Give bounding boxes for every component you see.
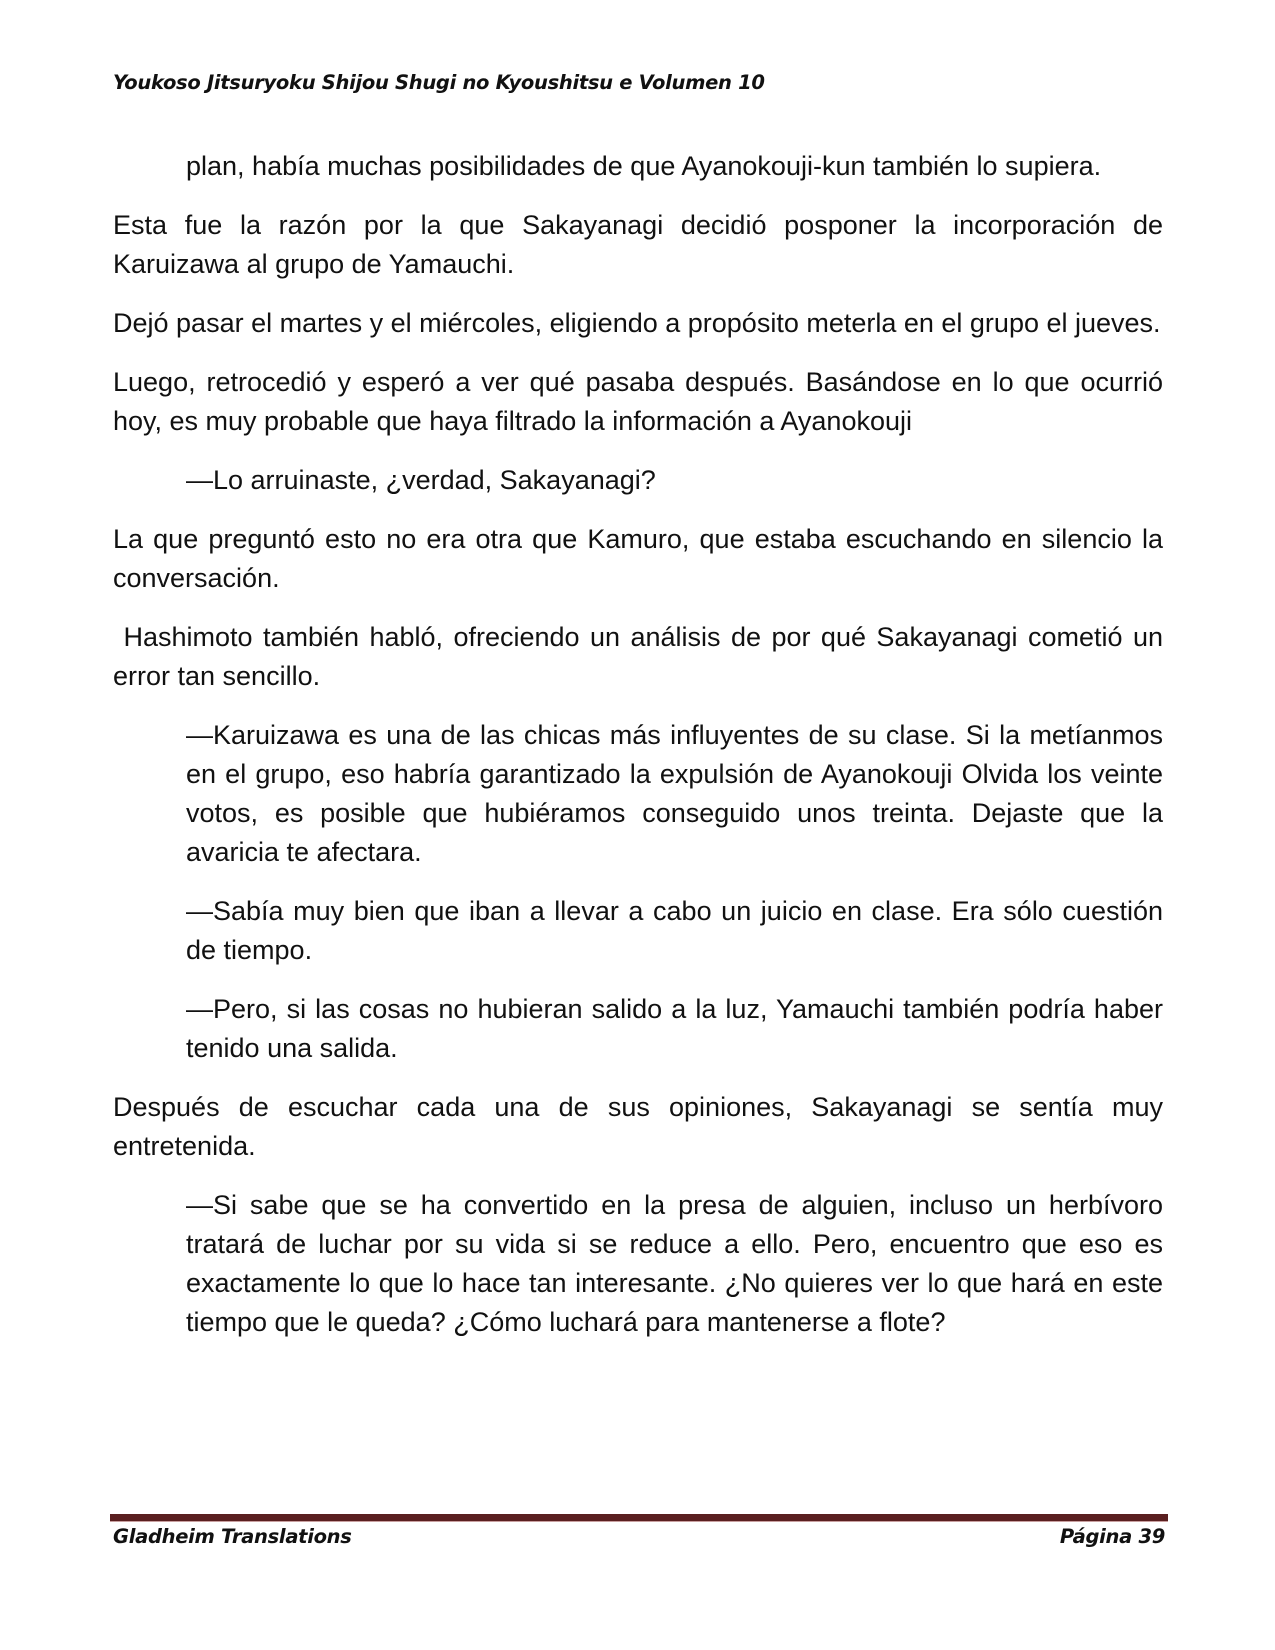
page-body <box>113 147 1171 1362</box>
paragraph-10: —Pero, si las cosas no hubieran salido a la luz, Yamauchi también podría haber tenido una salida. <box>186 994 1163 1063</box>
paragraph-6: La que preguntó esto no era otra que Kamuro, que estaba escuchando en silencio la conversación. <box>113 524 1163 593</box>
paragraph-9: —Sabía muy bien que iban a llevar a cabo un juicio en clase. Era sólo cuestión de tiempo. <box>186 896 1163 965</box>
running-header: Youkoso Jitsuryoku Shijou Shugi no Kyoushitsu e Volumen 10 <box>113 71 765 94</box>
paragraph-11: Después de escuchar cada una de sus opiniones, Sakayanagi se sentía muy entretenida. <box>113 1092 1163 1161</box>
paragraph-4: Luego, retrocedió y esperó a ver qué pasaba después. Basándose en lo que ocurrió hoy, es muy probable que haya filtrado la información a Ayanokouji <box>113 367 1163 436</box>
paragraph-5: —Lo arruinaste, ¿verdad, Sakayanagi? <box>186 465 656 495</box>
footer-divider <box>110 1514 1168 1522</box>
paragraph-8: —Karuizawa es una de las chicas más influyentes de su clase. Si la metíanmos en el grupo, eso habría garantizado la expulsión de Ayanokouji Olvida los veinte votos, es posible que hubiéramos conseguido unos treinta. Dejaste que la avaricia te afectara. <box>186 720 1163 867</box>
paragraph-2: Esta fue la razón por la que Sakayanagi decidió posponer la incorporación de Karuizawa al grupo de Yamauchi. <box>113 210 1163 279</box>
paragraph-3: Dejó pasar el martes y el miércoles, eligiendo a propósito meterla en el grupo el jueves. <box>113 308 1161 338</box>
paragraph-1: plan, había muchas posibilidades de que Ayanokouji-kun también lo supiera. <box>186 151 1102 181</box>
page-number: Página 39 <box>1059 1525 1165 1548</box>
paragraph-12: —Si sabe que se ha convertido en la presa de alguien, incluso un herbívoro tratará de luchar por su vida si se reduce a ello. Pero, encuentro que eso es exactamente lo que lo hace tan interesante. ¿No quieres ver lo que hará en este tiempo que le queda? ¿Cómo luchará para mantenerse a flote? <box>186 1190 1163 1337</box>
paragraph-7: Hashimoto también habló, ofreciendo un análisis de por qué Sakayanagi cometió un error tan sencillo. <box>113 622 1171 691</box>
footer-translator-credit: Gladheim Translations <box>113 1525 352 1548</box>
